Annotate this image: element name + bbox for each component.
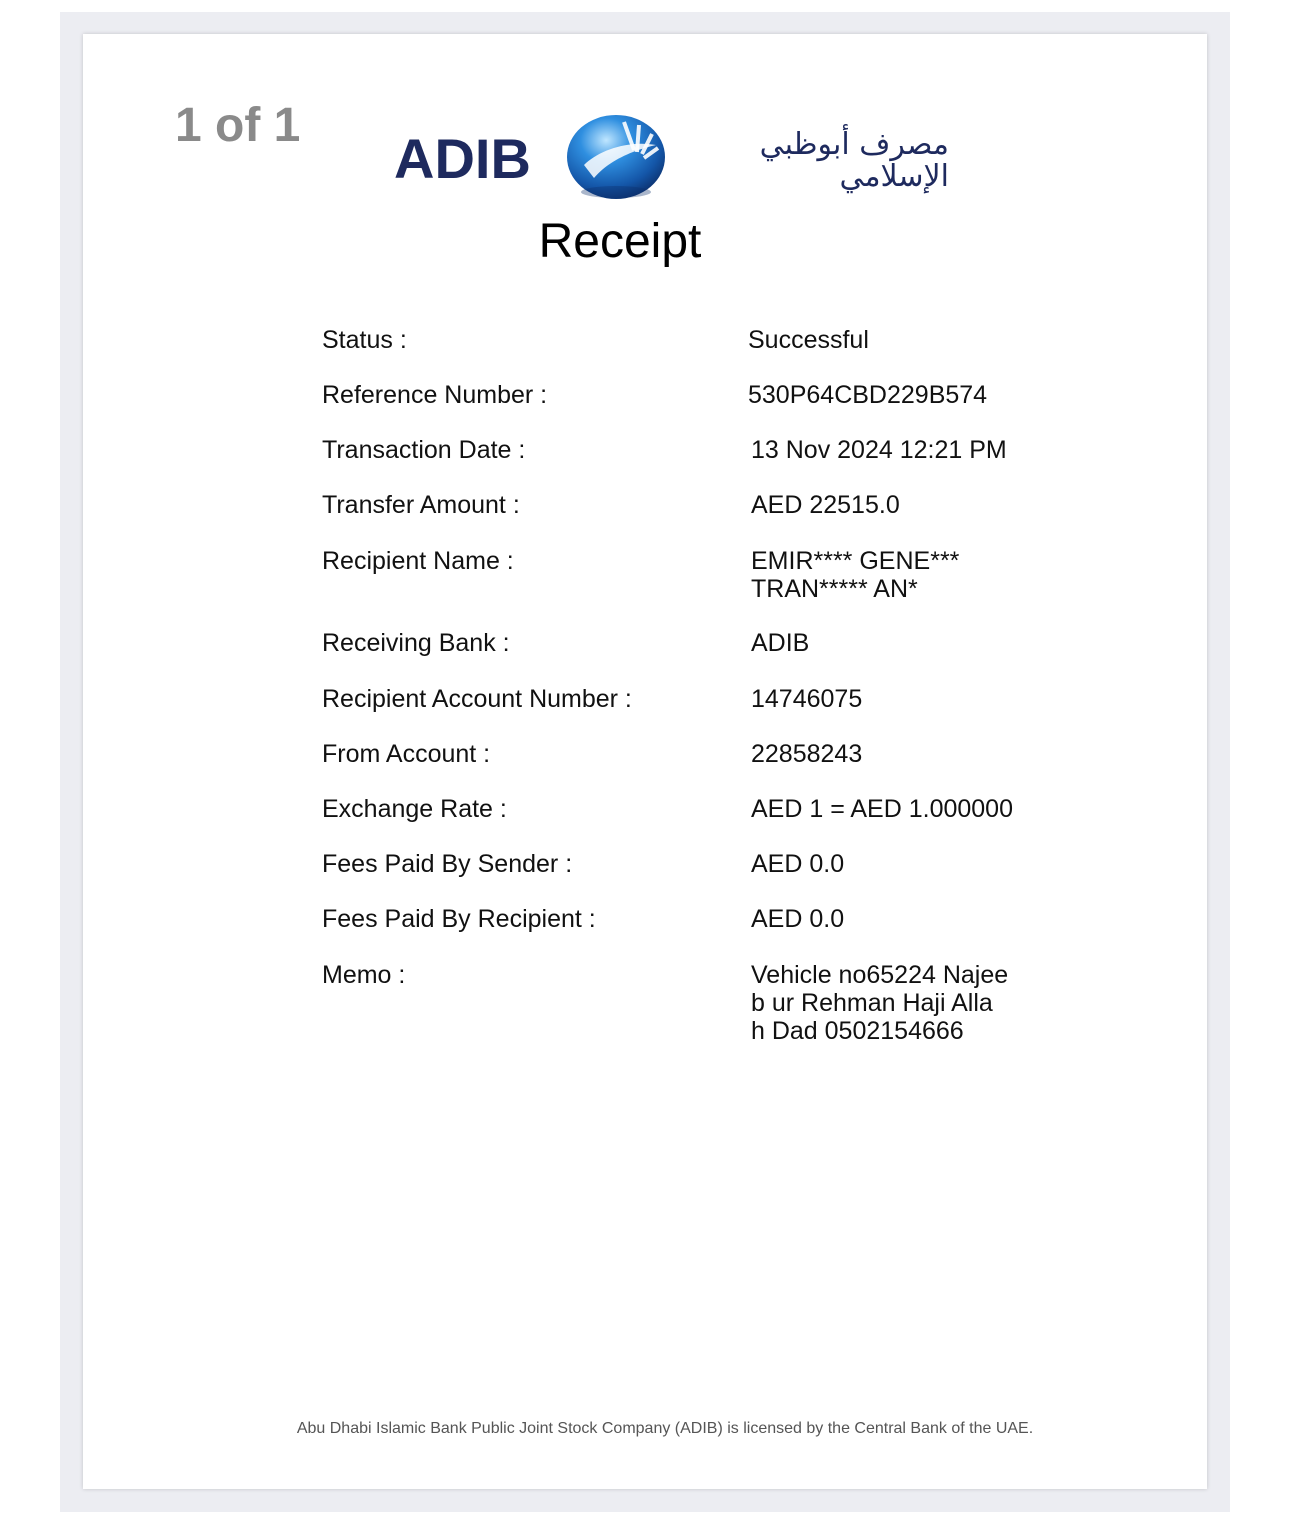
field-label: Exchange Rate : [322, 795, 507, 823]
value-line: b ur Rehman Haji Alla [751, 989, 993, 1017]
globe-icon [567, 115, 665, 199]
receipt-title: Receipt [538, 215, 702, 268]
field-label: Receiving Bank : [322, 629, 510, 657]
field-label: Status : [322, 326, 407, 354]
field-value: 22858243 [751, 740, 863, 768]
field-label: Reference Number : [322, 381, 548, 409]
field-value: 530P64CBD229B574 [748, 381, 988, 409]
field-value: AED 22515.0 [751, 491, 900, 519]
field-value: 13 Nov 2024 12:21 PM [751, 436, 1007, 464]
field-label: From Account : [322, 740, 491, 768]
logo-brand-text: ADIB [394, 127, 531, 190]
field-value [751, 961, 1008, 1045]
field-label: Transfer Amount : [322, 491, 520, 519]
field-label: Memo : [322, 961, 406, 989]
value-line: h Dad 0502154666 [751, 1017, 964, 1045]
field-label: Transaction Date : [322, 436, 526, 464]
field-value: AED 0.0 [751, 905, 845, 933]
field-label: Recipient Name : [322, 547, 514, 575]
footer-license-text: Abu Dhabi Islamic Bank Public Joint Stock Company (ADIB) is licensed by the Central Bank of the UAE. [296, 1420, 1034, 1437]
adib-logo [394, 110, 954, 205]
field-value [751, 547, 959, 603]
field-value: Successful [748, 326, 869, 354]
value-line: EMIR**** GENE*** [751, 547, 960, 575]
logo-arabic-line1: مصرف أبوظبي [759, 127, 949, 162]
field-value: 14746075 [751, 685, 863, 713]
field-value: AED 0.0 [751, 850, 845, 878]
value-line: TRAN***** AN* [751, 575, 918, 603]
field-label: Recipient Account Number : [322, 685, 632, 713]
value-line: Vehicle no65224 Najee [751, 961, 1009, 989]
page-indicator: 1 of 1 [175, 99, 301, 152]
field-label: Fees Paid By Sender : [322, 850, 573, 878]
field-value: ADIB [751, 629, 810, 657]
logo-arabic-line2: الإسلامي [839, 159, 949, 194]
field-value: AED 1 = AED 1.000000 [751, 795, 1013, 823]
field-label: Fees Paid By Recipient : [322, 905, 596, 933]
